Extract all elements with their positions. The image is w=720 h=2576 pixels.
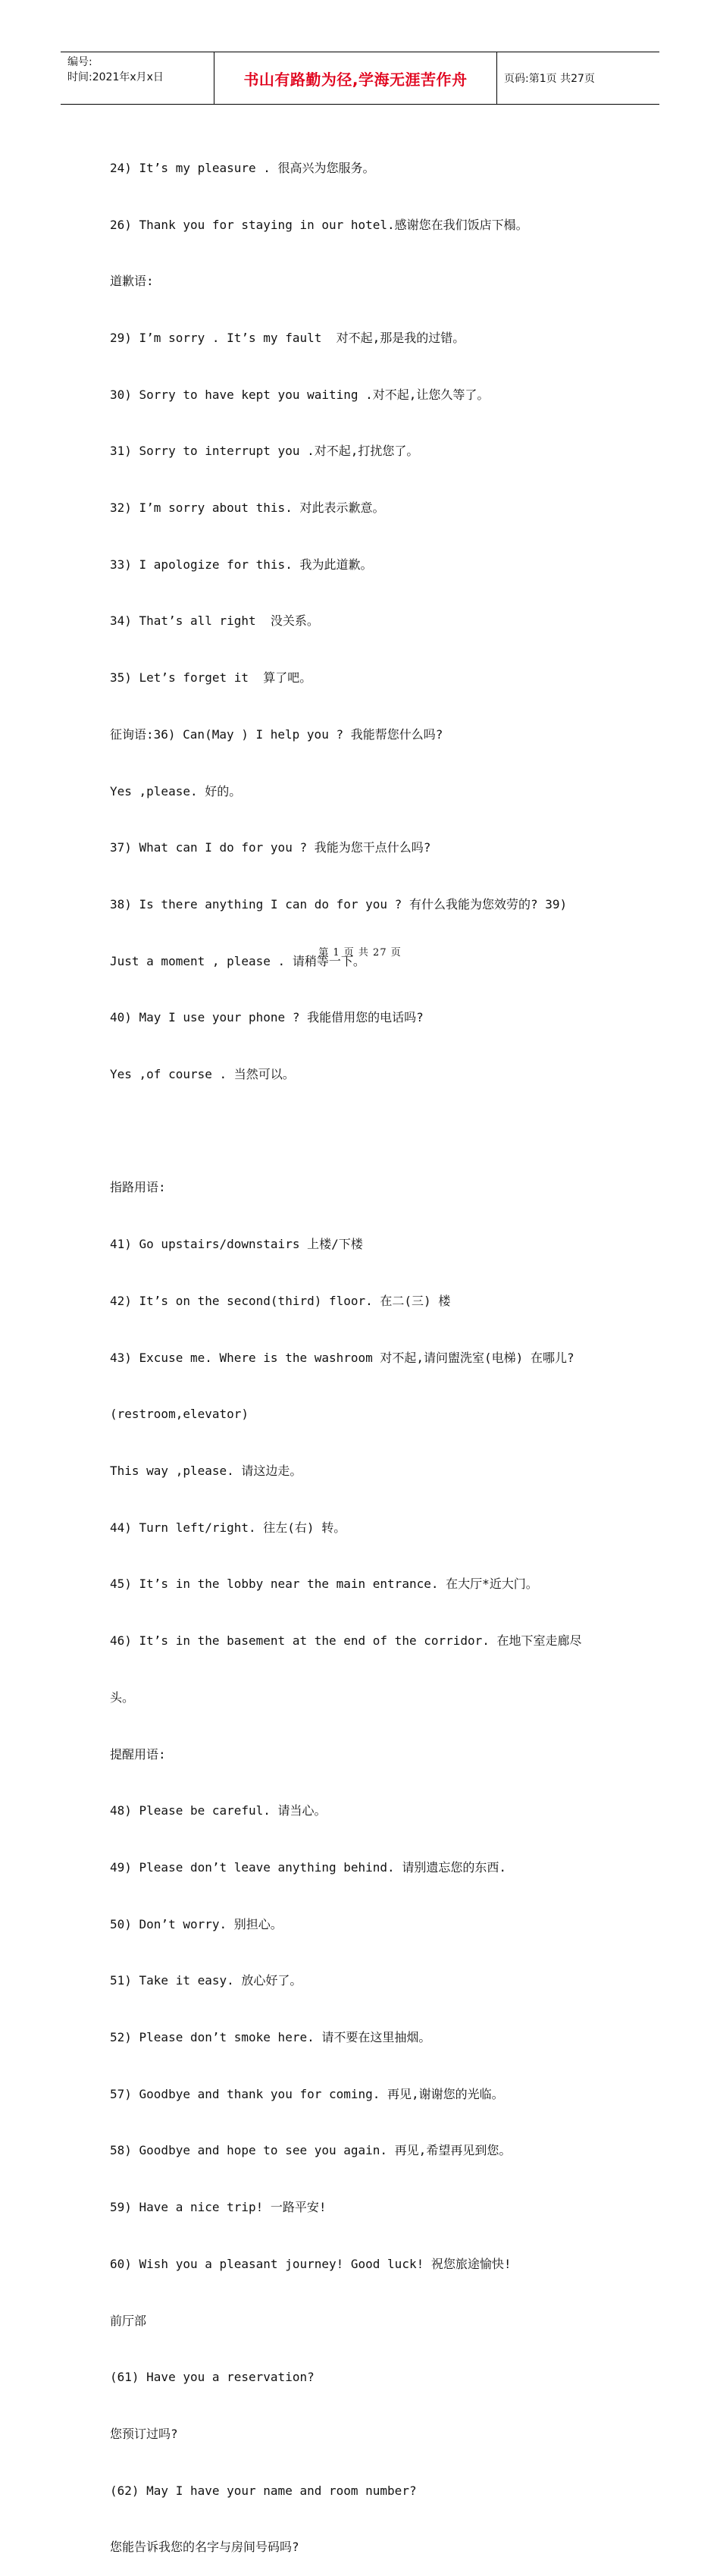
text-line: 29) I’m sorry . It’s my fault 对不起,那是我的过错。 (110, 330, 465, 345)
section-heading: 道歉语: (110, 274, 154, 289)
text-line: 头。 (110, 1690, 135, 1705)
section-heading: 指路用语: (110, 1180, 166, 1195)
text-line: 46) It’s in the basement at the end of the corridor. 在地下室走廊尽 (110, 1633, 582, 1649)
text-line: 59) Have a nice trip! 一路平安! (110, 2200, 327, 2215)
text-line: 32) I’m sorry about this. 对此表示歉意。 (110, 500, 385, 516)
text-line: 26) Thank you for staying in our hotel.感谢您在我们饭店下榻。 (110, 217, 528, 232)
text-line: Yes ,please. 好的。 (110, 783, 242, 799)
text-line: Yes ,of course . 当然可以。 (110, 1067, 295, 1082)
text-line: 38) Is there anything I can do for you ? 有什么我能为您效劳的? 39) (110, 896, 568, 911)
section-heading: 前厅部 (110, 2313, 147, 2328)
text-line: 37) What can I do for you ? 我能为您干点什么吗? (110, 840, 431, 855)
text-line: (62) May I have your name and room number? (110, 2483, 417, 2498)
text-line: Just a moment , please . 请稍等一下。 (110, 953, 365, 968)
text-line: 您预订过吗? (110, 2426, 178, 2441)
text-line: This way ,please. 请这边走。 (110, 1463, 302, 1478)
text-line: 60) Wish you a pleasant journey! Good luck! 祝您旅途愉快! (110, 2256, 512, 2271)
text-line: 40) May I use your phone ? 我能借用您的电话吗? (110, 1010, 424, 1025)
header-meta (61, 52, 214, 104)
text-line: 51) Take it easy. 放心好了。 (110, 1973, 302, 1988)
header-page-info: 页码:第1页 共27页 (504, 73, 595, 85)
text-line: 34) That’s all right 没关系。 (110, 613, 319, 629)
text-line: 44) Turn left/right. 往左(右) 转。 (110, 1520, 346, 1535)
text-line: 52) Please don’t smoke here. 请不要在这里抽烟。 (110, 2030, 431, 2045)
text-line: 35) Let’s forget it 算了吧。 (110, 670, 312, 686)
date-label: 时间:2021年x月x日 (67, 71, 164, 83)
section-heading: 提醒用语: (110, 1746, 166, 1762)
text-line: 征询语:36) Can(May ) I help you ? 我能帮您什么吗? (110, 726, 443, 742)
page-header (61, 52, 659, 105)
text-line: 58) Goodbye and hope to see you again. 再见,希望再见到您。 (110, 2143, 512, 2158)
text-line: 24) It’s my pleasure . 很高兴为您服务。 (110, 160, 375, 175)
text-line: 31) Sorry to interrupt you .对不起,打扰您了。 (110, 444, 419, 459)
document-body (110, 121, 625, 2576)
text-line: 30) Sorry to have kept you waiting .对不起,让您久等了。 (110, 387, 490, 402)
page-footer: 第 1 页 共 27 页 (318, 947, 402, 959)
text-line: 49) Please don’t leave anything behind. 请别遗忘您的东西. (110, 1859, 506, 1875)
text-line: 33) I apologize for this. 我为此道歉。 (110, 557, 373, 572)
blank-line (110, 1122, 625, 1141)
text-line: 57) Goodbye and thank you for coming. 再见,谢谢您的光临。 (110, 2086, 504, 2101)
text-line: 45) It’s in the lobby near the main entrance. 在大厅*近大门。 (110, 1577, 538, 1592)
header-motto: 书山有路勤为径,学海无涯苦作舟 (214, 52, 497, 104)
text-line: (restroom,elevator) (110, 1407, 249, 1422)
text-line: 41) Go upstairs/downstairs 上楼/下楼 (110, 1237, 363, 1252)
text-line: 50) Don’t worry. 别担心。 (110, 1916, 283, 1931)
text-line: (61) Have you a reservation? (110, 2370, 315, 2385)
text-line: 43) Excuse me. Where is the washroom 对不起,请问盥洗室(电梯) 在哪儿? (110, 1350, 574, 1365)
text-line: 您能告诉我您的名字与房间号码吗? (110, 2540, 299, 2555)
serial-label: 编号: (67, 56, 92, 68)
text-line: 48) Please be careful. 请当心。 (110, 1803, 327, 1818)
text-line: 42) It’s on the second(third) floor. 在二(三) 楼 (110, 1293, 451, 1308)
